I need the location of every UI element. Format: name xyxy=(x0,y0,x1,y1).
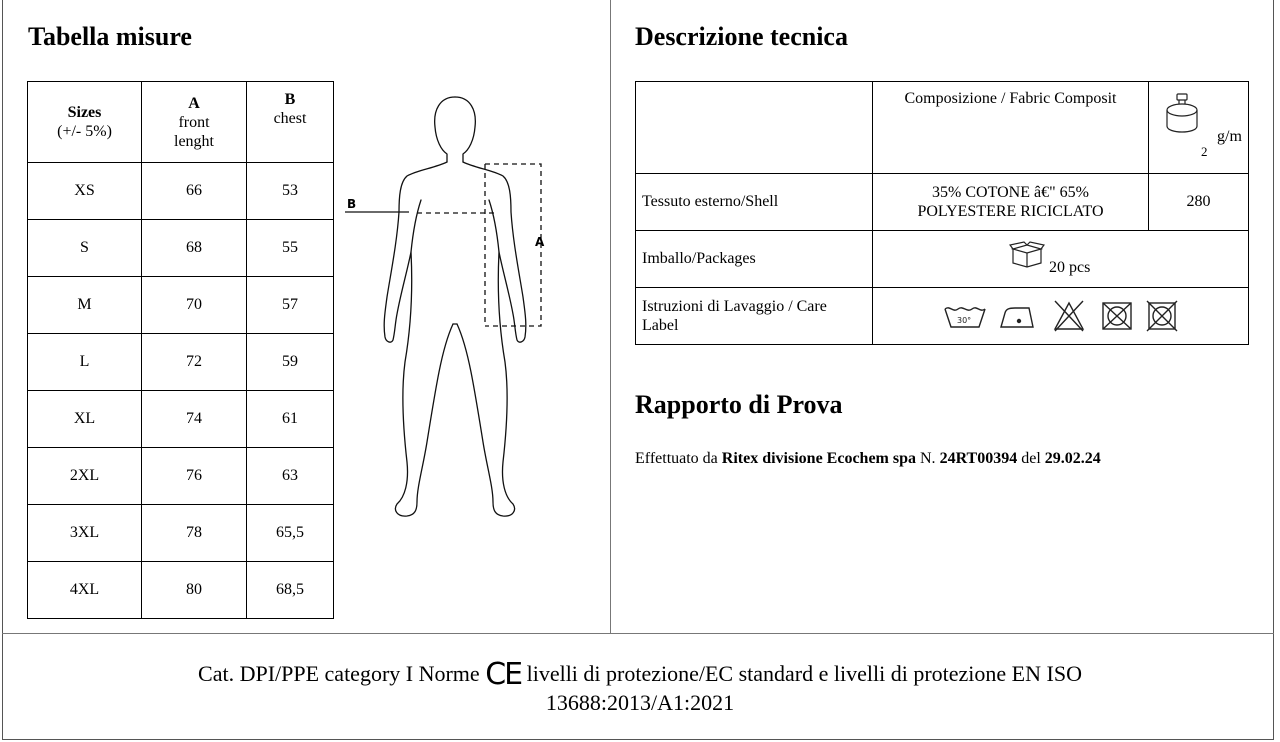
front-length-cell: 76 xyxy=(142,448,247,505)
table-row xyxy=(28,277,334,334)
size-cell: 3XL xyxy=(28,505,142,562)
weight-unit: g/m xyxy=(1217,128,1242,145)
care-symbols xyxy=(943,299,1183,335)
ce-mark-icon: CE xyxy=(485,657,522,692)
chest-cell: 57 xyxy=(247,277,334,334)
shell-composition: 35% COTONE â€" 65% POLYESTERE RICICLATO xyxy=(873,174,1149,231)
table-row xyxy=(28,505,334,562)
wash-temperature: 30° xyxy=(957,316,972,325)
chest-cell: 61 xyxy=(247,391,334,448)
size-header: Sizes (+/- 5%) xyxy=(28,82,142,163)
no-tumble-dry-icon xyxy=(1103,303,1131,329)
table-row xyxy=(28,448,334,505)
report-text: Effettuato da Ritex divisione Ecochem spa N. 24RT00394 del 29.02.24 xyxy=(635,450,1101,467)
care-symbols-cell xyxy=(873,288,1249,345)
no-dry-clean-icon xyxy=(1147,301,1177,331)
vertical-divider xyxy=(610,0,611,633)
care-label: Istruzioni di Lavaggio / Care Label xyxy=(636,288,873,345)
table-row xyxy=(28,391,334,448)
size-cell: 2XL xyxy=(28,448,142,505)
table-row xyxy=(28,562,334,619)
table-row xyxy=(28,163,334,220)
report-company: Ritex divisione Ecochem spa xyxy=(721,450,916,467)
horizontal-divider xyxy=(2,633,1274,634)
footer-standards: Cat. DPI/PPE category I Norme CE livelli di protezione/EC standard e livelli di protezione EN ISO 13688:2013/A1:2021 xyxy=(198,657,1082,715)
report-date: 29.02.24 xyxy=(1044,450,1101,467)
table-row xyxy=(28,220,334,277)
packages-value-cell xyxy=(873,231,1249,288)
composition-header: Composizione / Fabric Composit xyxy=(873,82,1149,174)
size-cell: XS xyxy=(28,163,142,220)
empty-header-cell xyxy=(636,82,873,174)
chest-cell: 68,5 xyxy=(247,562,334,619)
shell-weight: 280 xyxy=(1149,174,1249,231)
size-cell: 4XL xyxy=(28,562,142,619)
size-cell: XL xyxy=(28,391,142,448)
tech-table xyxy=(635,81,1249,345)
front-length-cell: 68 xyxy=(142,220,247,277)
size-table xyxy=(27,81,334,619)
size-cell: M xyxy=(28,277,142,334)
table-row xyxy=(28,334,334,391)
front-length-cell: 74 xyxy=(142,391,247,448)
packages-label: Imballo/Packages xyxy=(636,231,873,288)
packages-value: 20 pcs xyxy=(1049,259,1091,276)
weight-unit-exponent: 2 xyxy=(1201,144,1208,159)
chest-cell: 55 xyxy=(247,220,334,277)
chest-cell: 59 xyxy=(247,334,334,391)
no-bleach-icon xyxy=(1055,301,1083,331)
chest-header: B chest xyxy=(247,82,334,163)
report-number: 24RT00394 xyxy=(939,450,1018,467)
front-length-header: A front lenght xyxy=(142,82,247,163)
chest-cell: 65,5 xyxy=(247,505,334,562)
chest-cell: 53 xyxy=(247,163,334,220)
iron-low-icon xyxy=(1001,308,1033,327)
tech-title: Descrizione tecnica xyxy=(635,22,848,51)
weight-icon xyxy=(1163,92,1203,136)
size-cell: S xyxy=(28,220,142,277)
length-marker-label: A xyxy=(535,235,545,249)
shell-label: Tessuto esterno/Shell xyxy=(636,174,873,231)
sizes-title: Tabella misure xyxy=(28,22,192,51)
weight-header xyxy=(1149,82,1249,174)
front-length-cell: 70 xyxy=(142,277,247,334)
chest-cell: 63 xyxy=(247,448,334,505)
body-measurement-figure xyxy=(345,92,565,527)
report-title: Rapporto di Prova xyxy=(635,390,843,419)
front-length-cell: 72 xyxy=(142,334,247,391)
box-icon xyxy=(1009,241,1045,269)
front-length-cell: 80 xyxy=(142,562,247,619)
chest-marker-label: B xyxy=(347,197,357,211)
size-cell: L xyxy=(28,334,142,391)
front-length-cell: 78 xyxy=(142,505,247,562)
front-length-cell: 66 xyxy=(142,163,247,220)
